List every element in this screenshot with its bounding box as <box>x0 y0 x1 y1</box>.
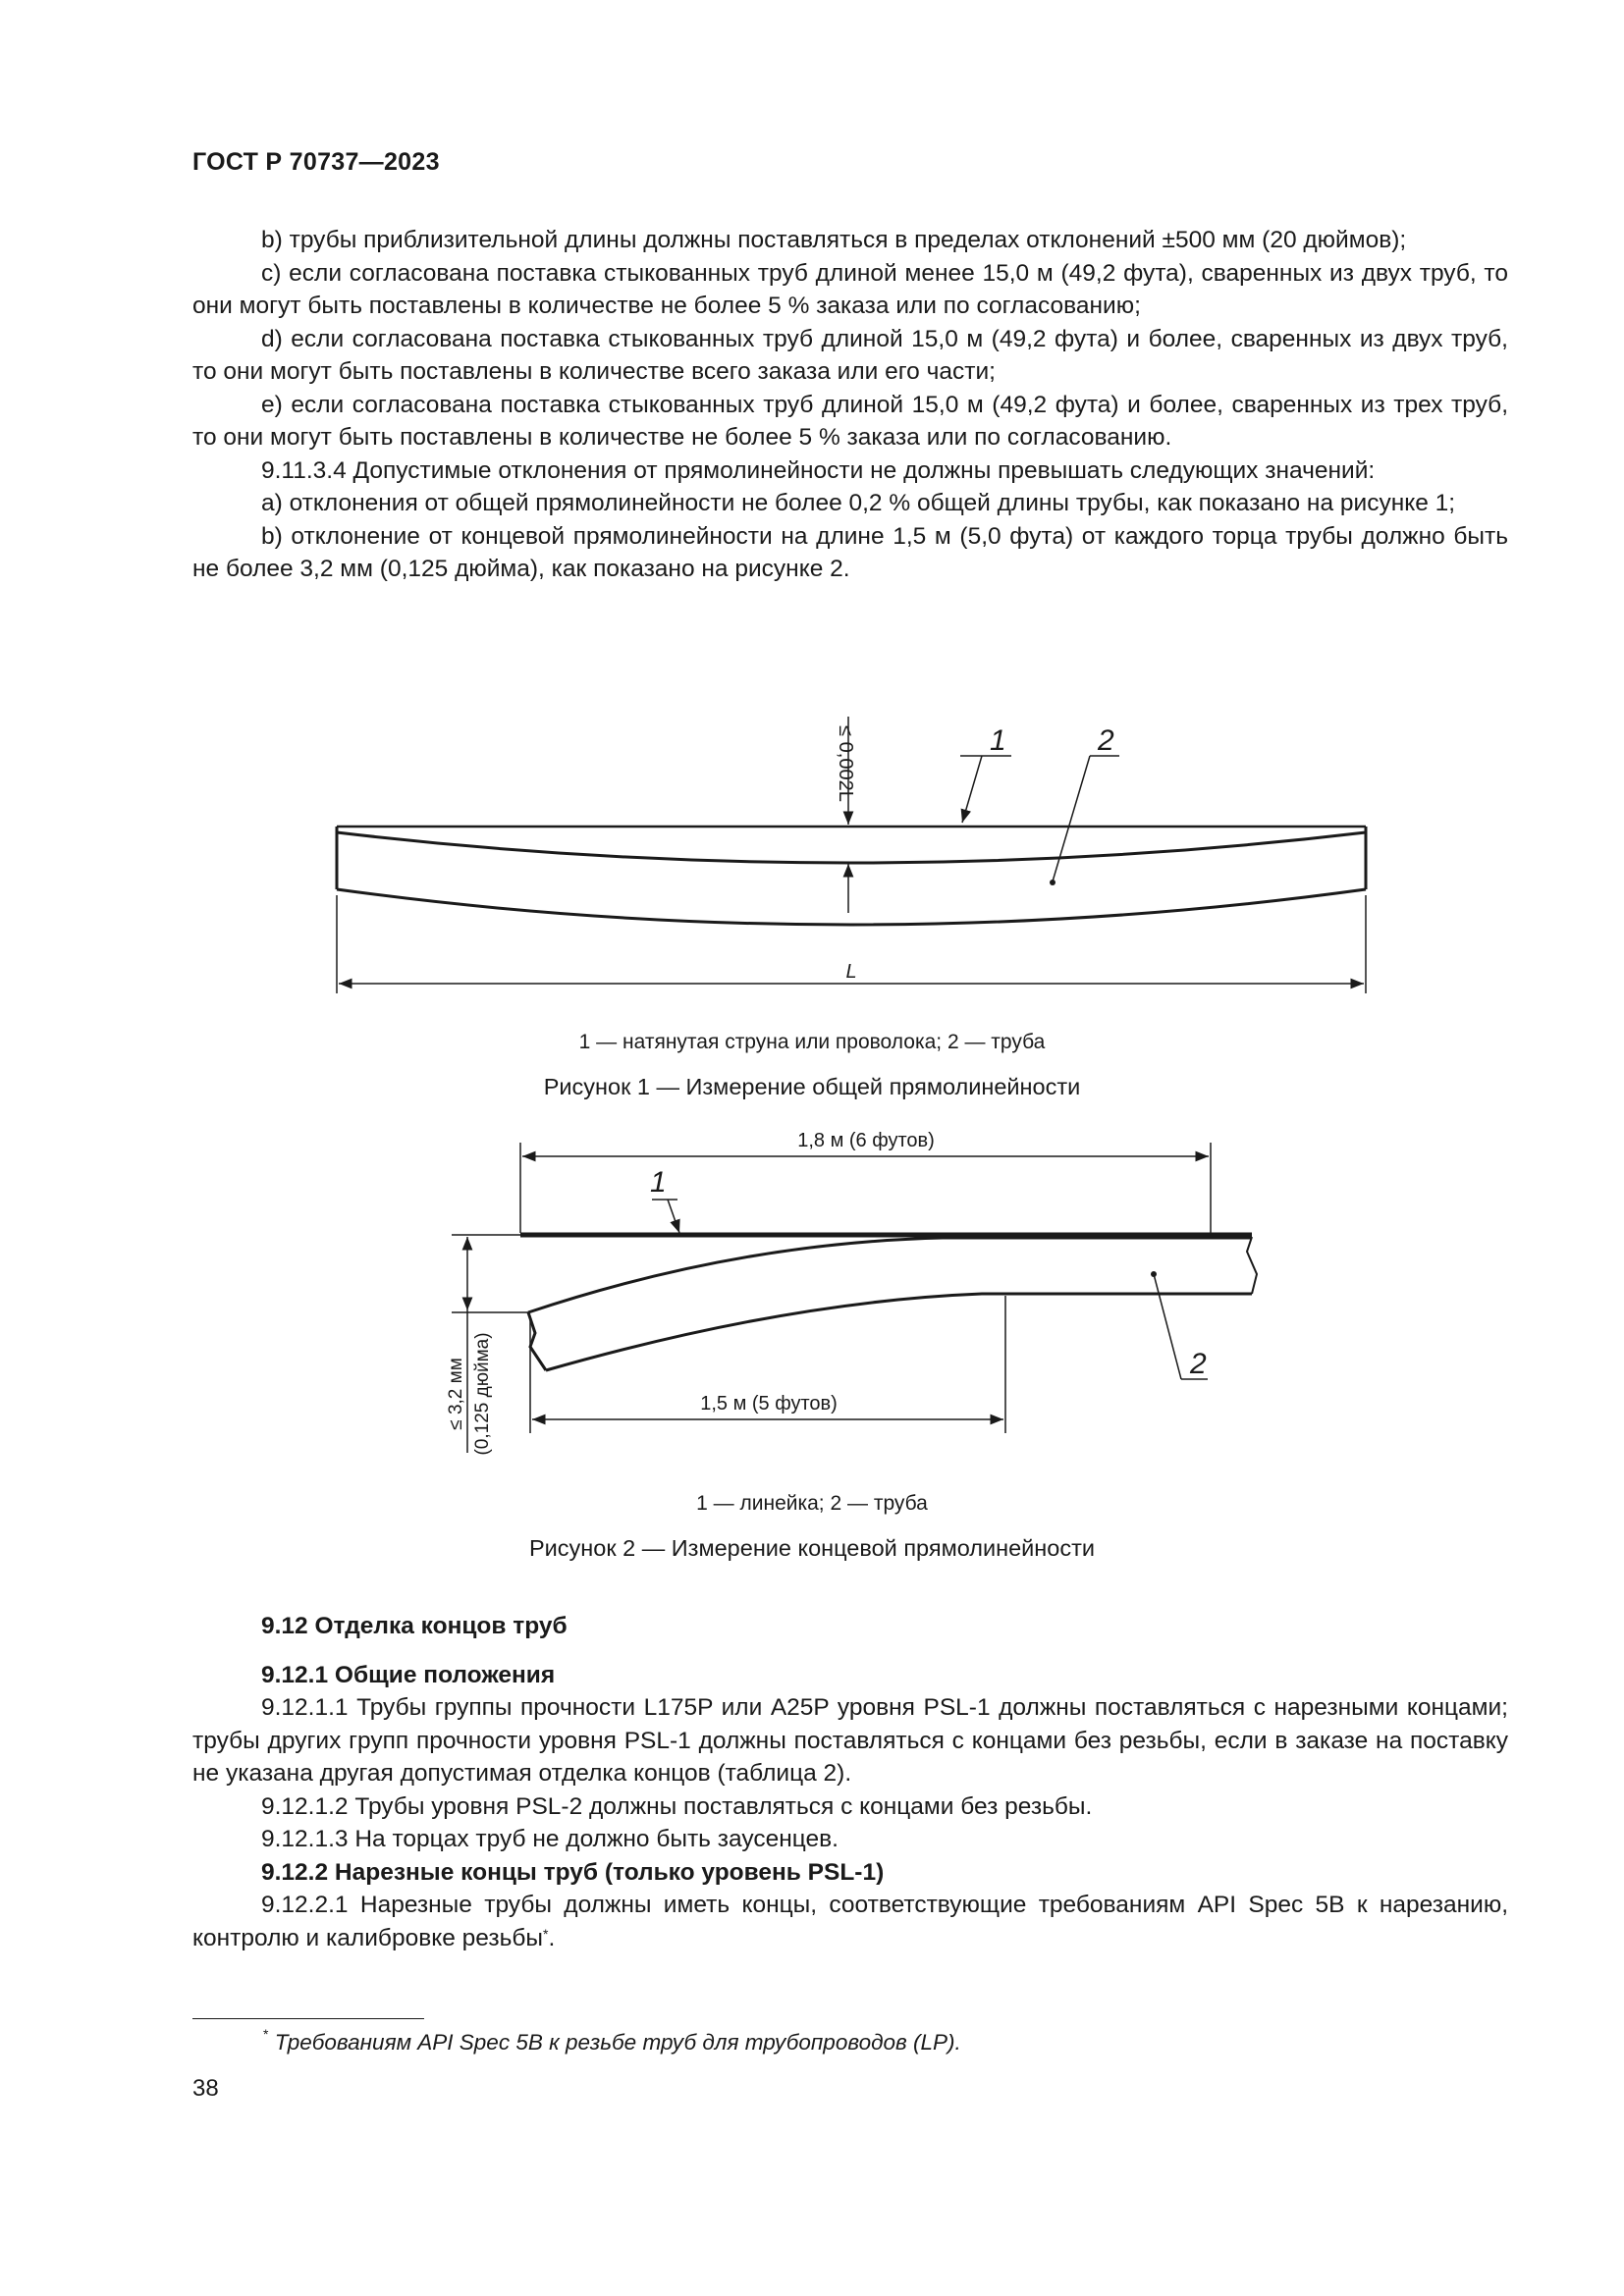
paragraph-a-total-straightness: a) отклонения от общей прямолинейности не более 0,2 % общей длины трубы, как показано на рисунке 1; <box>261 490 1456 516</box>
figure-2-legend: 1 — линейка; 2 — труба <box>696 1492 928 1515</box>
pipe-bottom-edge <box>546 1294 1252 1370</box>
deviation-label-line-2: (0,125 дюйма) <box>472 1332 493 1456</box>
figure-1-legend: 1 — натянутая струна или проволока; 2 — труба <box>578 1031 1046 1053</box>
footnote-mark: * <box>263 2026 269 2042</box>
callout-1: 1 <box>990 724 1006 757</box>
document-header: ГОСТ Р 70737—2023 <box>192 148 440 176</box>
paragraph-b-end-straightness: b) отклонение от концевой прямолинейности на длине 1,5 м (5,0 фута) от каждого торца трубы должно быть не более 3,2 мм (0,125 дюйма), как показано на рисунке 2. <box>192 522 1508 582</box>
deflection-dim-label: ≤ 0,002L <box>835 725 856 802</box>
paragraph-c-jointed-two: c) если согласована поставка стыкованных труб длиной менее 15,0 м (49,2 фута), сваренных из двух труб, то они могут быть поставлены в количестве не более 5 % заказа или по согласованию; <box>192 259 1508 319</box>
figure-1-title: Рисунок 1 — Измерение общей прямолинейности <box>543 1074 1081 1099</box>
ruler-length-label: 1,8 м (6 футов) <box>797 1130 935 1151</box>
paragraph-e-jointed-three: e) если согласована поставка стыкованных труб длиной 15,0 м (49,2 фута) и более, сваренных из трех труб, то они могут быть поставлены в количестве не более 5 % заказа или по согласованию. <box>192 391 1508 451</box>
heading-9-12: 9.12 Отделка концов труб <box>261 1613 568 1639</box>
callout-1: 1 <box>650 1166 667 1199</box>
footnote <box>263 2026 961 2056</box>
section-9-12 <box>192 1610 1508 1954</box>
page-number: 38 <box>192 2075 219 2102</box>
paragraph-9-11-3-4: 9.11.3.4 Допустимые отклонения от прямолинейности не должны превышать следующих значений: <box>261 456 1376 484</box>
callout-2: 2 <box>1190 1348 1207 1380</box>
paragraph-9-12-1-3: 9.12.1.3 На торцах труб не должно быть заусенцев. <box>261 1826 839 1852</box>
paragraph-9-12-2-1 <box>192 1889 1508 1954</box>
heading-9-12-1: 9.12.1 Общие положения <box>261 1661 556 1688</box>
measure-length-label: 1,5 м (5 футов) <box>700 1393 838 1415</box>
paragraph-9-12-1-2: 9.12.1.2 Трубы уровня PSL-2 должны поставляться с концами без резьбы. <box>261 1792 1093 1820</box>
paragraph-b-approx-length: b) трубы приблизительной длины должны поставляться в пределах отклонений ±500 мм (20 дюймов); <box>261 227 1407 253</box>
callout-2: 2 <box>1098 724 1114 757</box>
footnote-divider <box>192 2018 424 2019</box>
length-label: L <box>845 961 857 983</box>
footnote-text: Требованиям API Spec 5B к резьбе труб для трубопроводов (LP). <box>274 2030 961 2055</box>
paragraph-end-period: . <box>548 1924 556 1951</box>
pipe-right-break <box>1247 1237 1257 1294</box>
paragraph-9-12-2-1-text: 9.12.2.1 Нарезные трубы должны иметь концы, соответствующие требованиям API Spec 5B к нарезанию, контролю и калибровке резьбы <box>192 1892 1508 1951</box>
footnote-reference: * <box>543 1925 549 1942</box>
paragraph-d-jointed-two-long: d) если согласована поставка стыкованных труб длиной 15,0 м (49,2 фута) и более, сваренных из двух труб, то они могут быть поставлены в количестве всего заказа или его части; <box>192 325 1508 385</box>
deviation-label-line-1: ≤ 3,2 мм <box>446 1358 466 1430</box>
paragraph-9-12-1-1: 9.12.1.1 Трубы группы прочности L175P или A25P уровня PSL-1 должны поставляться с нарезными концами; трубы других групп прочности уровня PSL-1 должны поставляться с концами без резьбы, если в заказе на поставку не указана другая допустимая отделка концов (таблица 2). <box>192 1694 1508 1787</box>
figure-2-title: Рисунок 2 — Измерение концевой прямолинейности <box>529 1535 1095 1561</box>
heading-9-12-2: 9.12.2 Нарезные концы труб (только уровень PSL-1) <box>261 1858 885 1886</box>
